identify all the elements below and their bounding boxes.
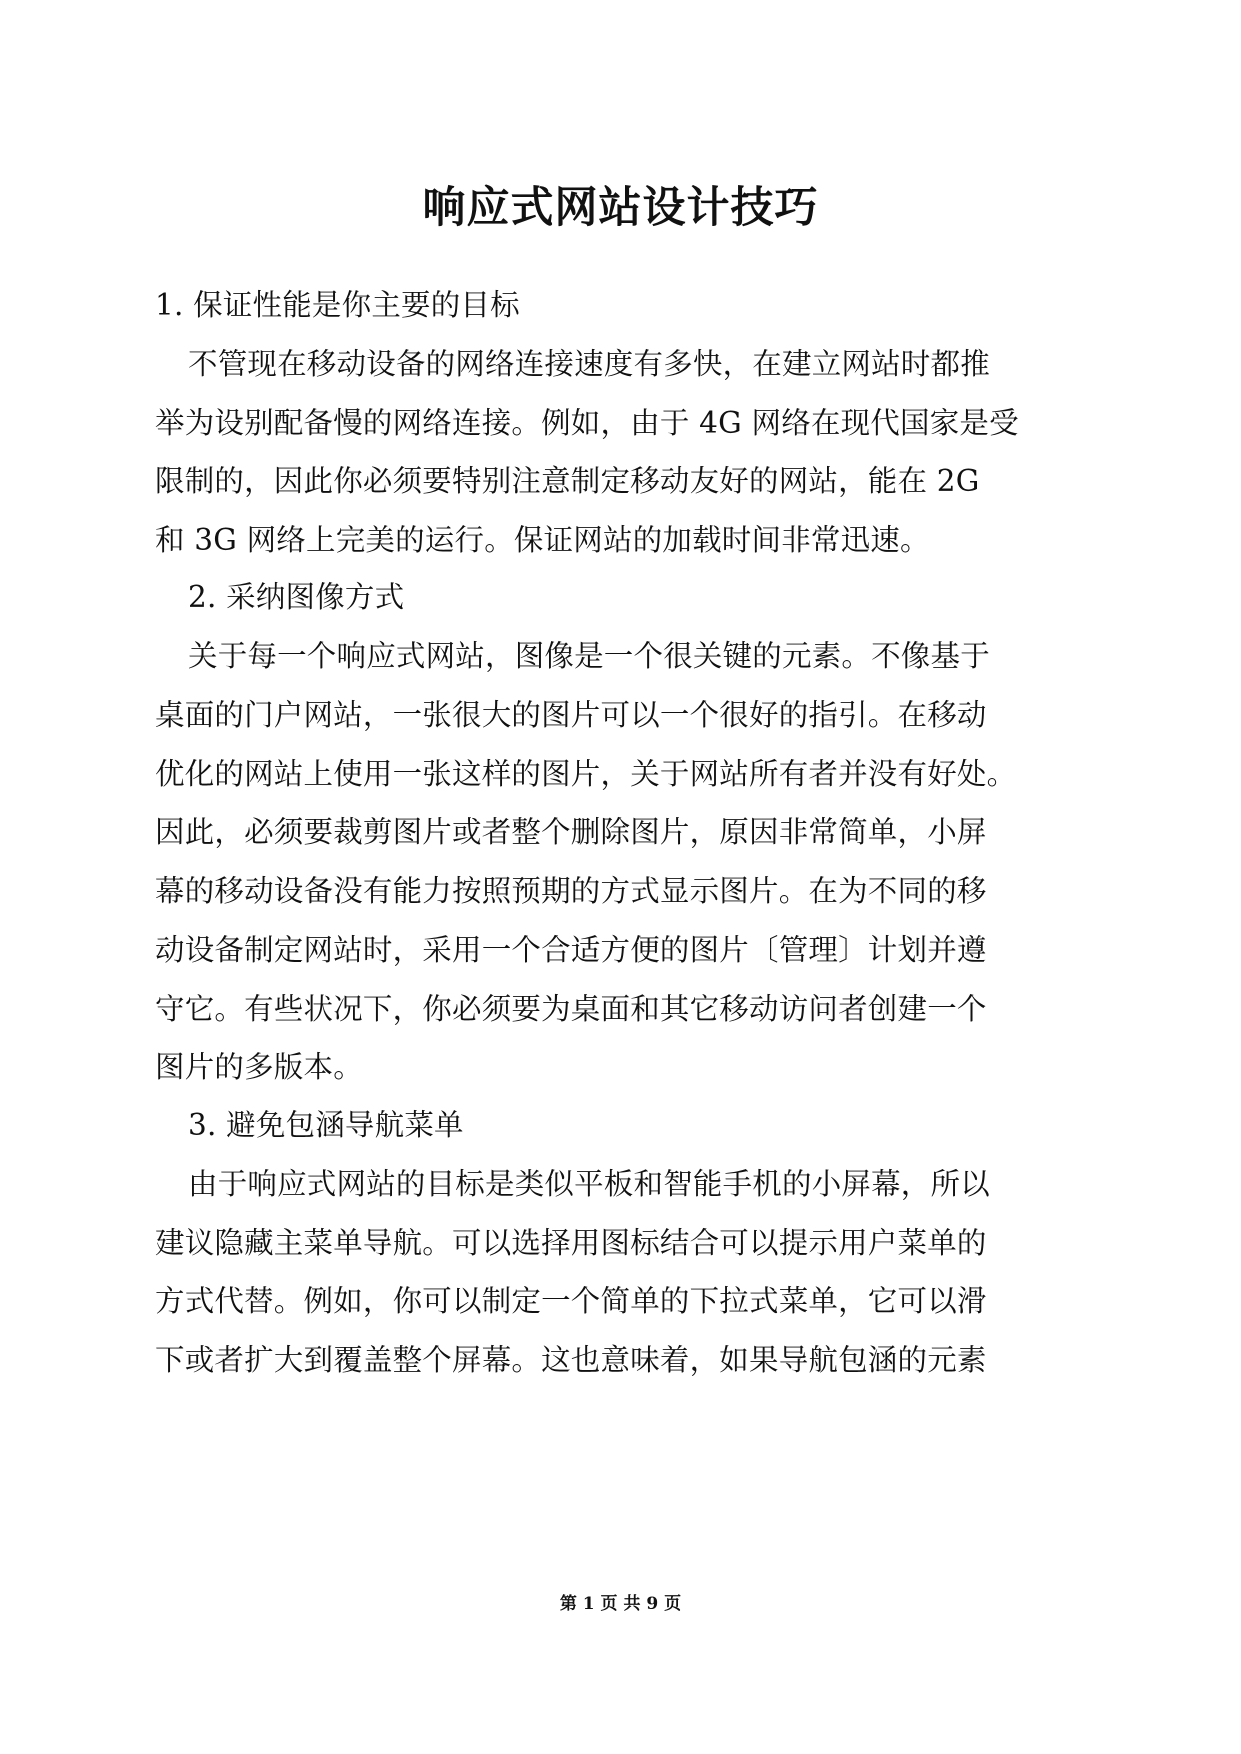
page-number-footer: 第 1 页 共 9 页 [559,1594,682,1614]
heading-1: 1. 保证性能是你主要的目标 [155,288,520,322]
paragraph-line: 限制的，因此你必须要特别注意制定移动友好的网站，能在 2G [155,464,980,498]
paragraph-line: 方式代替。例如，你可以制定一个简单的下拉式菜单，它可以滑 [155,1284,987,1318]
paragraph-line: 动设备制定网站时，采用一个合适方便的图片〔管理〕计划并遵 [155,933,987,967]
paragraph-line: 举为设别配备慢的网络连接。例如，由于 4G 网络在现代国家是受 [155,406,1019,440]
paragraph-line: 下或者扩大到覆盖整个屏幕。这也意味着，如果导航包涵的元素 [155,1343,987,1377]
paragraph-line: 建议隐藏主菜单导航。可以选择用图标结合可以提示用户菜单的 [155,1226,987,1260]
paragraph-line: 关于每一个响应式网站，图像是一个很关键的元素。不像基于 [188,639,990,673]
paragraph-line: 桌面的门户网站，一张很大的图片可以一个很好的指引。在移动 [155,698,987,732]
paragraph-line: 幕的移动设备没有能力按照预期的方式显示图片。在为不同的移 [155,874,987,908]
paragraph-line: 由于响应式网站的目标是类似平板和智能手机的小屏幕，所以 [188,1167,990,1201]
paragraph-line: 优化的网站上使用一张这样的图片，关于网站所有者并没有好处。 [155,757,1017,791]
paragraph-line: 和 3G 网络上完美的运行。保证网站的加载时间非常迅速。 [155,523,930,557]
paragraph-line: 不管现在移动设备的网络连接速度有多快，在建立网站时都推 [188,347,990,381]
paragraph-line: 因此，必须要裁剪图片或者整个删除图片，原因非常简单，小屏 [155,815,987,849]
page-title: 响应式网站设计技巧 [422,183,819,233]
heading-3: 3. 避免包涵导航菜单 [188,1108,464,1142]
paragraph-line: 守它。有些状况下，你必须要为桌面和其它移动访问者创建一个 [155,992,987,1026]
paragraph-line: 图片的多版本。 [155,1050,363,1084]
heading-2: 2. 采纳图像方式 [188,580,405,614]
